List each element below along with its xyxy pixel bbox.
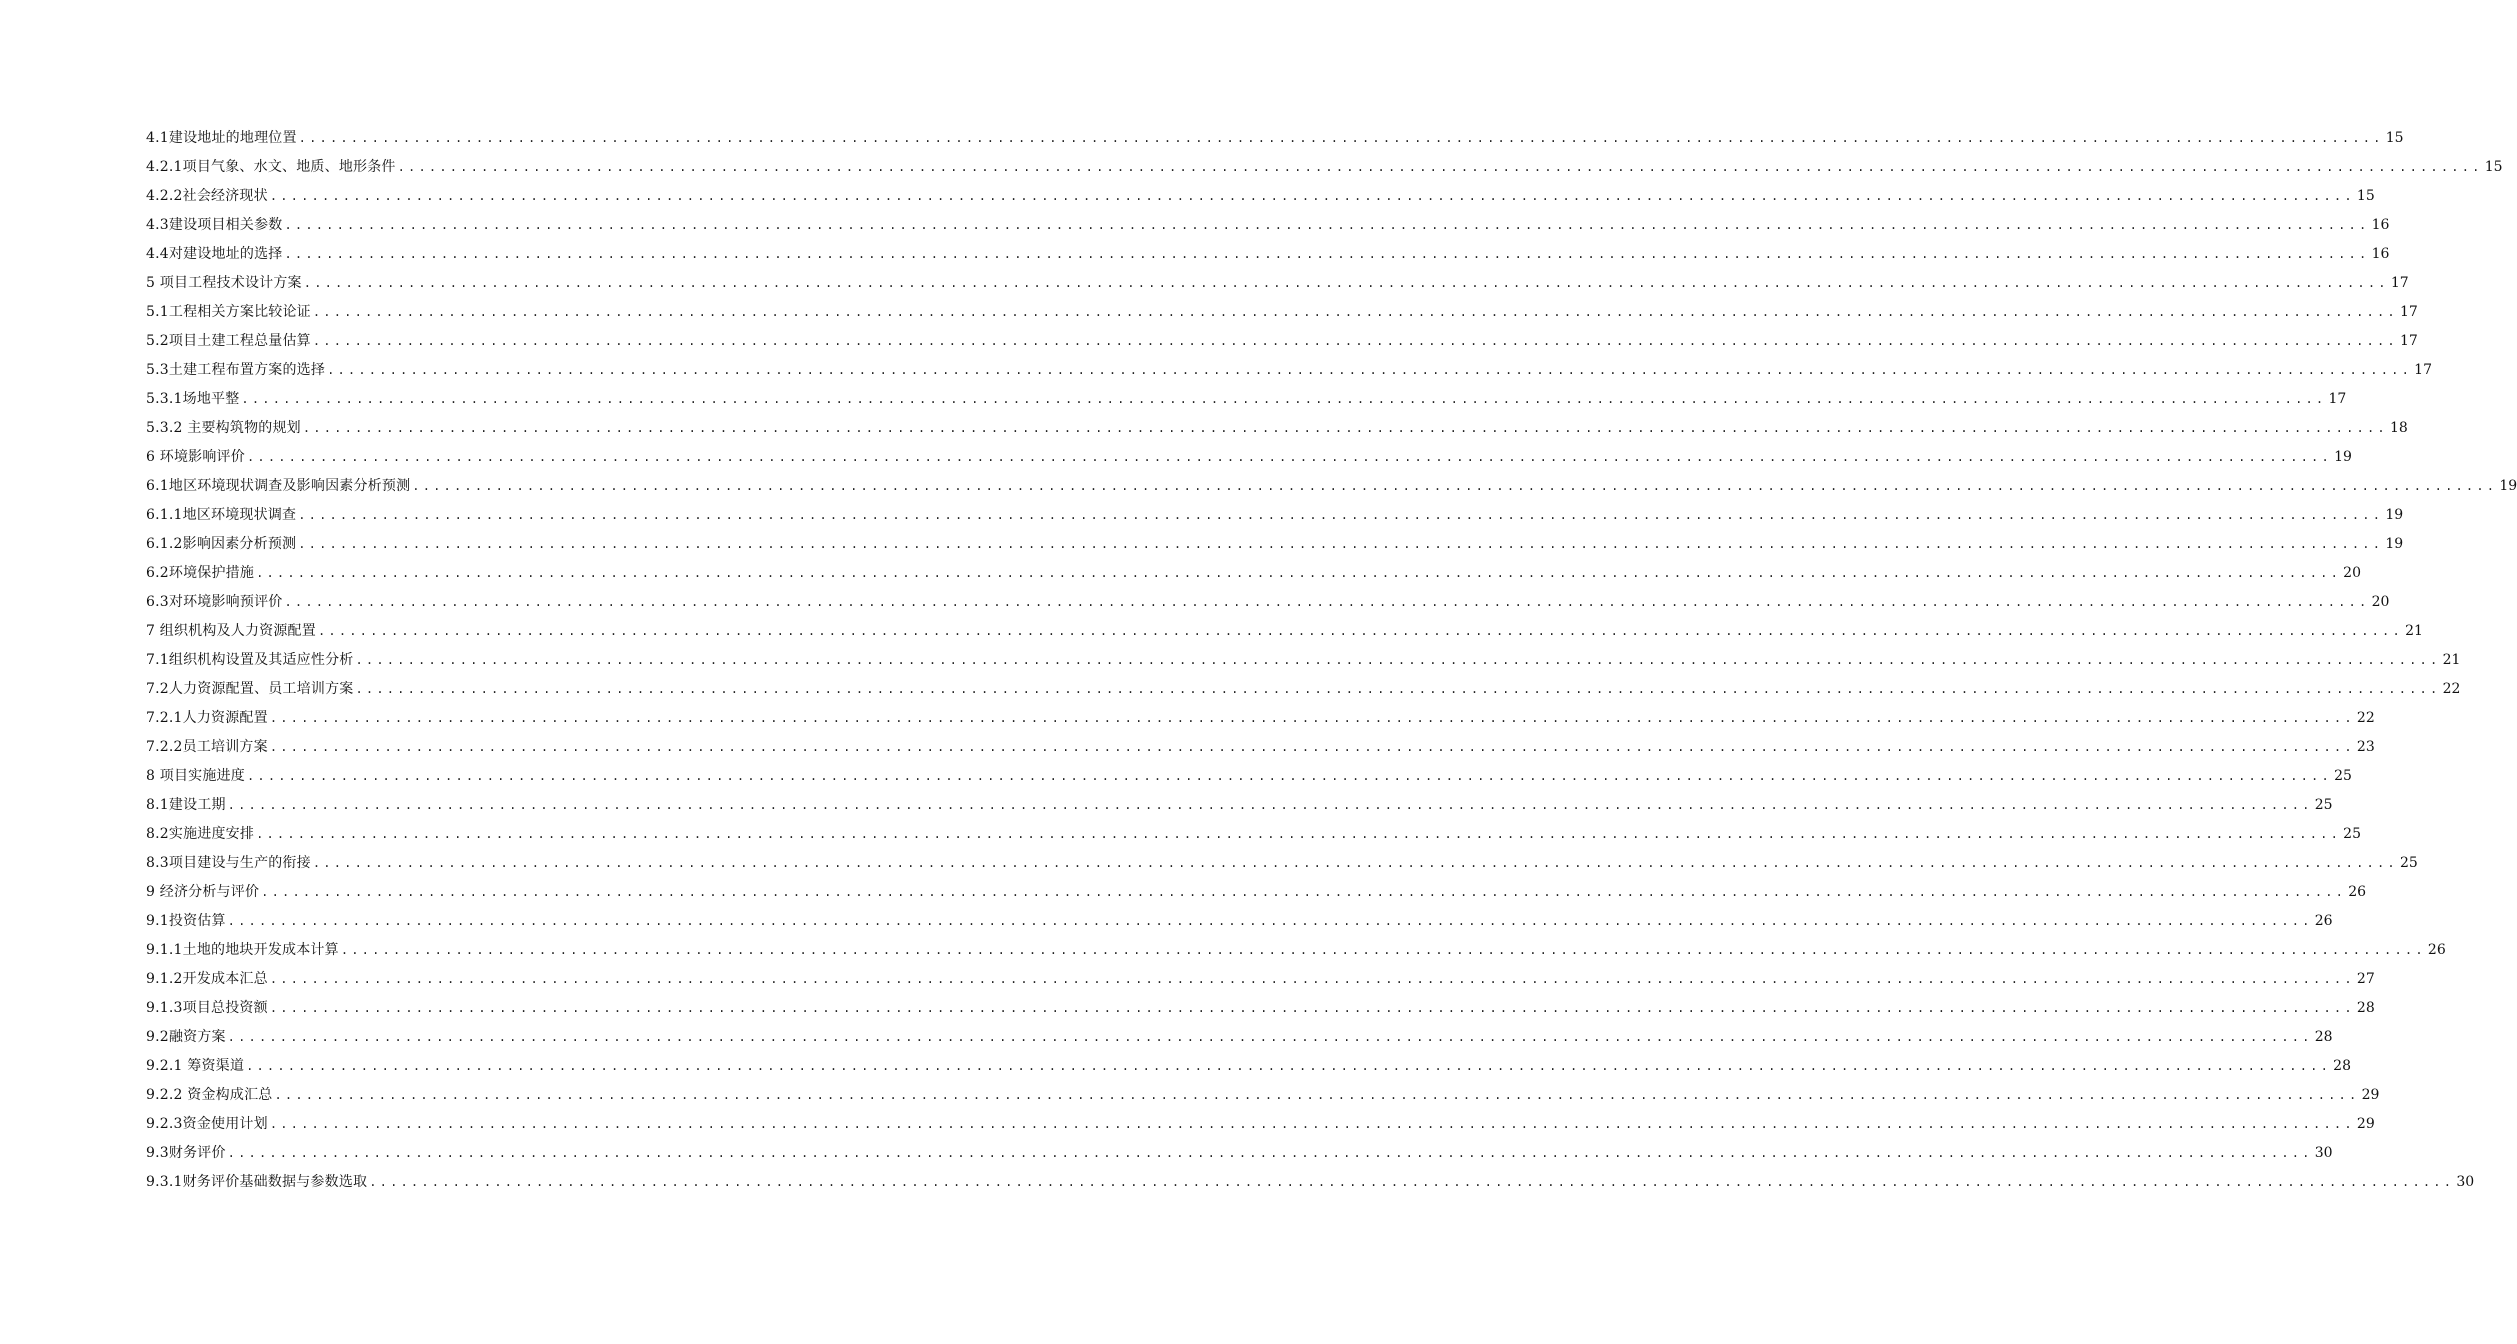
toc-entry-title: 9 经济分析与评价 [146,884,260,900]
dot-leader: ........................................................................................................................................................................................................ [261,885,2347,899]
toc-entry[interactable] [146,1110,2375,1139]
toc-entry-page-number: 26 [2427,942,2446,958]
toc-entry[interactable] [146,327,2418,356]
toc-entry-page-number: 15 [2484,159,2503,175]
toc-entry-title: 6 环境影响评价 [146,449,245,465]
dot-leader: ........................................................................................................................................................................................................ [302,421,2388,435]
dot-leader: ........................................................................................................................................................................................................ [312,856,2398,870]
toc-entry-page-number: 17 [2328,391,2347,407]
dot-leader: ........................................................................................................................................................................................................ [227,1030,2313,1044]
dot-leader: ........................................................................................................................................................................................................ [246,769,2332,783]
dot-leader: ........................................................................................................................................................................................................ [355,682,2441,696]
toc-entry-page-number: 22 [2356,710,2375,726]
toc-entry[interactable] [146,617,2423,646]
toc-entry-title: 4.1建设地址的地理位置 [146,130,297,146]
toc-entry[interactable] [146,849,2418,878]
dot-leader: ........................................................................................................................................................................................................ [256,566,2341,580]
toc-entry-page-number: 21 [2442,652,2461,668]
dot-leader: ........................................................................................................................................................................................................ [327,363,2412,377]
toc-entry[interactable] [146,704,2375,733]
dot-leader: ........................................................................................................................................................................................................ [241,392,2327,406]
toc-entry[interactable] [146,356,2432,385]
toc-entry[interactable] [146,530,2404,559]
toc-entry-title: 7.2.1人力资源配置 [146,710,268,726]
toc-entry-title: 6.1.1地区环境现状调查 [146,507,297,523]
dot-leader: ........................................................................................................................................................................................................ [269,711,2355,725]
dot-leader: ........................................................................................................................................................................................................ [298,508,2384,522]
dot-leader: ........................................................................................................................................................................................................ [227,1146,2313,1160]
toc-entry-page-number: 19 [2385,507,2404,523]
toc-entry-title: 7.2人力资源配置、员工培训方案 [146,681,354,697]
toc-entry[interactable] [146,240,2390,269]
dot-leader: ........................................................................................................................................................................................................ [227,914,2313,928]
toc-entry-page-number: 19 [2334,449,2352,465]
toc-entry[interactable] [146,1081,2380,1110]
toc-entry[interactable] [146,646,2461,675]
toc-entry-title: 9.3财务评价 [146,1145,226,1161]
toc-entry-title: 4.3建设项目相关参数 [146,217,283,233]
toc-entry[interactable] [146,1023,2333,1052]
toc-entry-title: 9.1.1土地的地块开发成本计算 [146,942,339,958]
toc-entry-page-number: 20 [2343,565,2361,581]
toc-entry-page-number: 26 [2314,913,2333,929]
toc-entry[interactable] [146,385,2347,414]
toc-entry-title: 9.3.1财务评价基础数据与参数选取 [146,1174,368,1190]
toc-entry[interactable] [146,414,2408,443]
dot-leader: ........................................................................................................................................................................................................ [412,479,2498,493]
toc-entry[interactable] [146,559,2361,588]
toc-entry-page-number: 30 [2314,1145,2333,1161]
toc-entry-title: 5.3.2 主要构筑物的规划 [146,420,301,436]
toc-entry-page-number: 29 [2361,1087,2380,1103]
toc-entry[interactable] [146,965,2375,994]
toc-entry-title: 5.2项目土建工程总量估算 [146,333,311,349]
toc-entry[interactable] [146,153,2503,182]
toc-entry[interactable] [146,820,2361,849]
toc-entry-title: 5.3.1场地平整 [146,391,240,407]
toc-entry-page-number: 17 [2390,275,2409,291]
dot-leader: ........................................................................................................................................................................................................ [227,798,2313,812]
toc-entry-title: 8 项目实施进度 [146,768,245,784]
toc-entry[interactable] [146,443,2352,472]
toc-entry-page-number: 25 [2334,768,2352,784]
dot-leader: ........................................................................................................................................................................................................ [298,131,2384,145]
toc-entry-title: 6.1地区环境现状调查及影响因素分析预测 [146,478,411,494]
toc-entry-page-number: 21 [2405,623,2423,639]
toc-entry-title: 5.3土建工程布置方案的选择 [146,362,326,378]
toc-entry-title: 4.4对建设地址的选择 [146,246,283,262]
dot-leader: ........................................................................................................................................................................................................ [269,1117,2355,1131]
toc-entry[interactable] [146,733,2375,762]
toc-entry-page-number: 28 [2314,1029,2333,1045]
dot-leader: ........................................................................................................................................................................................................ [269,189,2355,203]
dot-leader: ........................................................................................................................................................................................................ [284,218,2370,232]
table-of-contents [146,124,2517,1197]
toc-entry-title: 9.1.2开发成本汇总 [146,971,268,987]
toc-entry-page-number: 19 [2385,536,2404,552]
toc-entry-page-number: 19 [2499,478,2517,494]
toc-entry-title: 6.3对环境影响预评价 [146,594,283,610]
toc-entry[interactable] [146,878,2367,907]
toc-entry-page-number: 15 [2385,130,2404,146]
toc-entry[interactable] [146,936,2446,965]
toc-entry-title: 8.1建设工期 [146,797,226,813]
toc-entry-page-number: 20 [2371,594,2390,610]
toc-entry-title: 7 组织机构及人力资源配置 [146,623,316,639]
toc-entry-title: 9.2.2 资金构成汇总 [146,1087,273,1103]
toc-entry-page-number: 28 [2333,1058,2351,1074]
toc-entry-page-number: 28 [2356,1000,2375,1016]
toc-entry[interactable] [146,907,2333,936]
dot-leader: ........................................................................................................................................................................................................ [246,1059,2331,1073]
toc-entry-title: 6.1.2影响因素分析预测 [146,536,297,552]
toc-entry[interactable] [146,675,2461,704]
toc-entry-page-number: 27 [2356,971,2375,987]
toc-entry-title: 8.3项目建设与生产的衔接 [146,855,311,871]
toc-entry[interactable] [146,472,2517,501]
dot-leader: ........................................................................................................................................................................................................ [298,537,2384,551]
dot-leader: ........................................................................................................................................................................................................ [246,450,2332,464]
toc-entry-page-number: 25 [2314,797,2333,813]
dot-leader: ........................................................................................................................................................................................................ [269,1001,2355,1015]
toc-entry[interactable] [146,182,2375,211]
dot-leader: ........................................................................................................................................................................................................ [269,972,2355,986]
toc-entry-title: 5 项目工程技术设计方案 [146,275,302,291]
dot-leader: ........................................................................................................................................................................................................ [284,595,2370,609]
toc-entry[interactable] [146,1139,2333,1168]
dot-leader: ........................................................................................................................................................................................................ [312,334,2398,348]
toc-entry[interactable] [146,298,2418,327]
toc-entry[interactable] [146,1052,2351,1081]
toc-entry-title: 9.2.1 筹资渠道 [146,1058,245,1074]
toc-entry-title: 5.1工程相关方案比较论证 [146,304,311,320]
toc-entry[interactable] [146,762,2352,791]
toc-entry-title: 6.2环境保护措施 [146,565,255,581]
toc-entry-page-number: 16 [2371,246,2390,262]
dot-leader: ........................................................................................................................................................................................................ [256,827,2341,841]
dot-leader: ........................................................................................................................................................................................................ [312,305,2398,319]
toc-entry-page-number: 30 [2456,1174,2475,1190]
dot-leader: ........................................................................................................................................................................................................ [269,740,2355,754]
dot-leader: ........................................................................................................................................................................................................ [355,653,2441,667]
toc-entry-page-number: 22 [2442,681,2461,697]
toc-entry[interactable] [146,501,2404,530]
toc-entry-page-number: 16 [2371,217,2390,233]
dot-leader: ........................................................................................................................................................................................................ [340,943,2426,957]
toc-entry[interactable] [146,994,2375,1023]
toc-entry-page-number: 23 [2356,739,2375,755]
toc-entry-page-number: 26 [2348,884,2367,900]
toc-entry-title: 8.2实施进度安排 [146,826,255,842]
toc-entry-title: 9.2.3资金使用计划 [146,1116,268,1132]
toc-entry-title: 9.1.3项目总投资额 [146,1000,268,1016]
toc-entry[interactable] [146,791,2333,820]
toc-entry-page-number: 29 [2356,1116,2375,1132]
dot-leader: ........................................................................................................................................................................................................ [284,247,2370,261]
toc-entry-page-number: 17 [2399,304,2418,320]
toc-entry-title: 7.1组织机构设置及其适应性分析 [146,652,354,668]
toc-entry[interactable] [146,269,2409,298]
toc-entry-page-number: 17 [2414,362,2432,378]
toc-entry-title: 4.2.1项目气象、水文、地质、地形条件 [146,159,396,175]
toc-entry-page-number: 17 [2399,333,2418,349]
toc-entry-page-number: 15 [2356,188,2375,204]
dot-leader: ........................................................................................................................................................................................................ [303,276,2389,290]
toc-entry-page-number: 25 [2343,826,2361,842]
toc-entry[interactable] [146,588,2390,617]
toc-entry-title: 9.1投资估算 [146,913,226,929]
toc-entry[interactable] [146,1168,2475,1197]
dot-leader: ........................................................................................................................................................................................................ [274,1088,2360,1102]
toc-entry-title: 9.2融资方案 [146,1029,226,1045]
toc-entry-page-number: 25 [2399,855,2418,871]
toc-entry-page-number: 18 [2389,420,2408,436]
toc-entry-title: 4.2.2社会经济现状 [146,188,268,204]
toc-entry-title: 7.2.2员工培训方案 [146,739,268,755]
toc-entry[interactable] [146,124,2404,153]
dot-leader: ........................................................................................................................................................................................................ [369,1175,2455,1189]
toc-entry[interactable] [146,211,2390,240]
dot-leader: ........................................................................................................................................................................................................ [397,160,2483,174]
dot-leader: ........................................................................................................................................................................................................ [317,624,2403,638]
